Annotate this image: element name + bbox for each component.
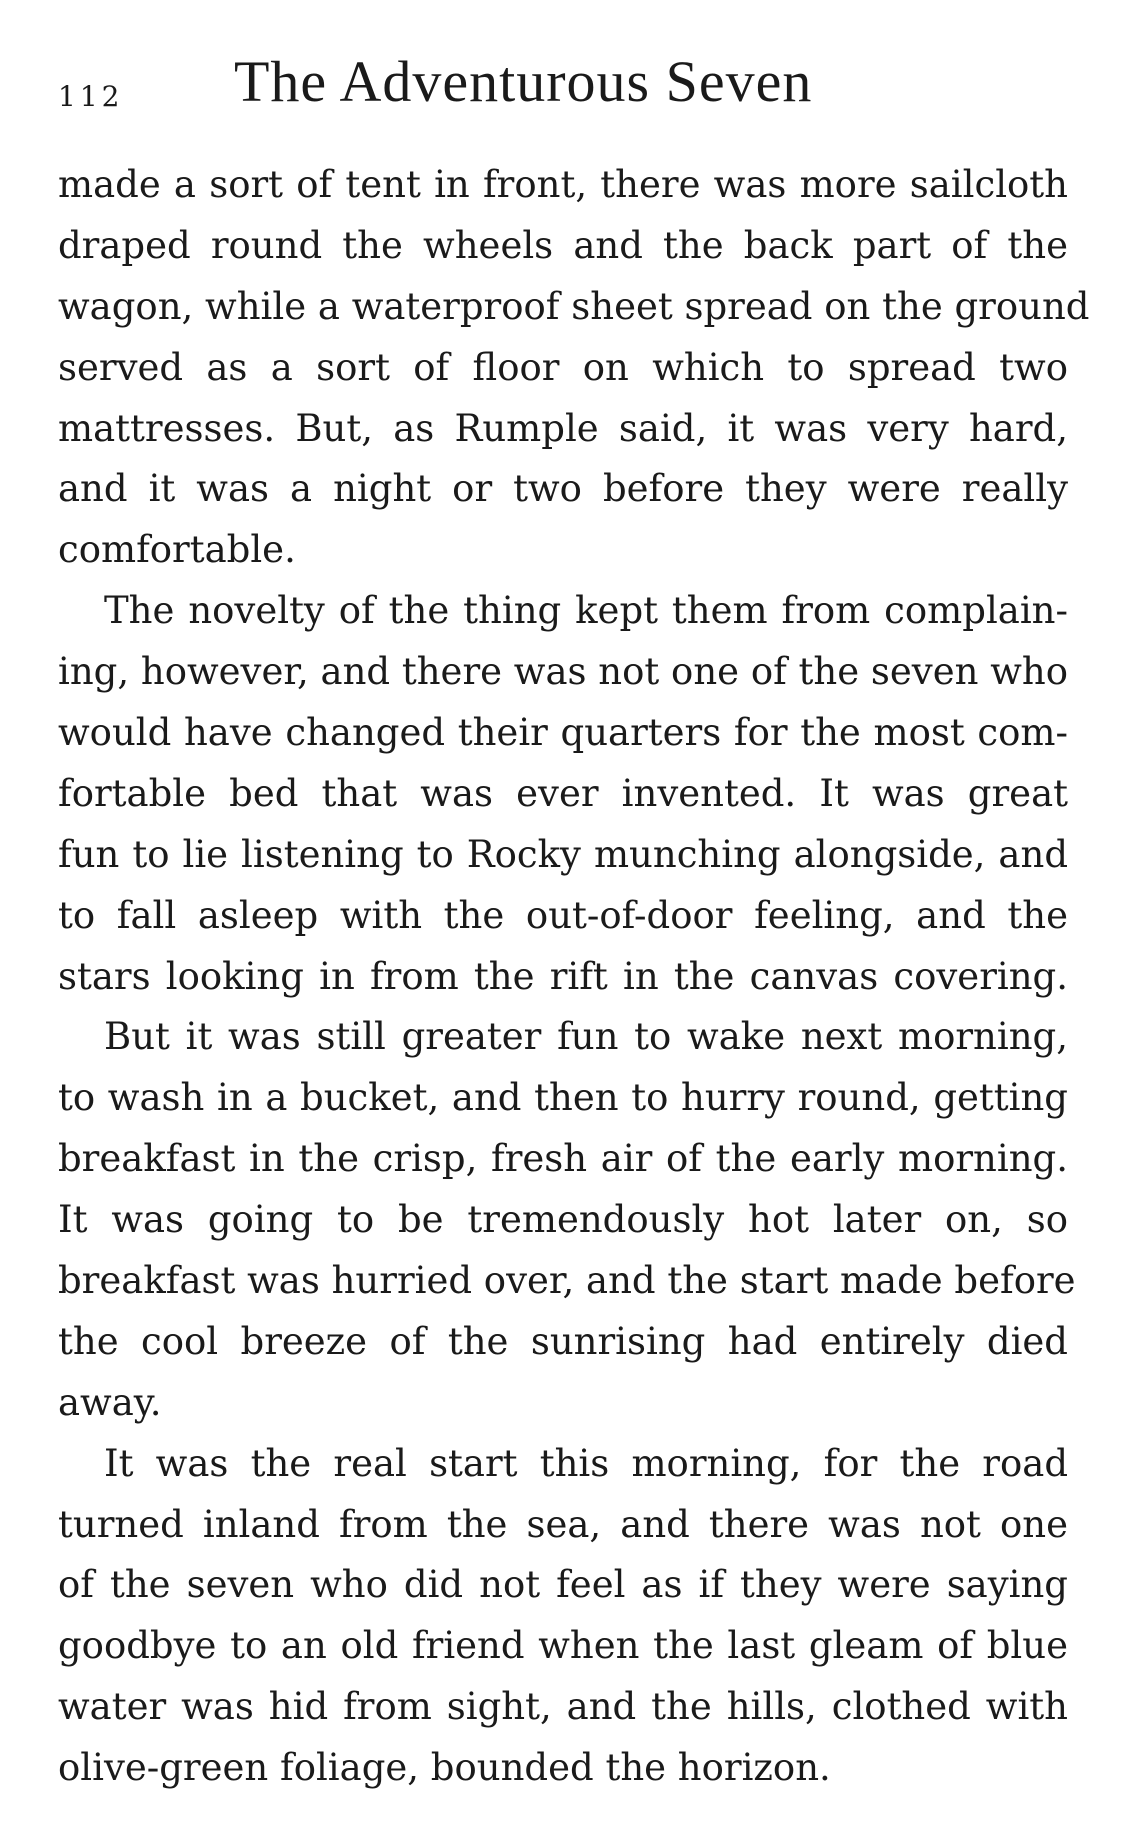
text-line: wagon, while a waterproof sheet spread on the ground <box>58 284 1090 328</box>
page-header <box>58 48 1068 138</box>
text-line: the cool breeze of the sunrising had entirely died <box>58 1319 1068 1363</box>
text-line: fun to lie listening to Rocky munching alongside, and <box>58 832 1068 876</box>
text-line: made a sort of tent in front, there was more sailcloth <box>58 163 1068 206</box>
paragraph <box>58 581 1068 1007</box>
text-line: comfortable. <box>58 528 296 572</box>
text-line: served as a sort of floor on which to spread two <box>58 345 1068 389</box>
text-line: mattresses. But, as Rumple said, it was very hard, <box>58 406 1068 450</box>
text-line: fortable bed that was ever invented. It was great <box>58 771 1068 815</box>
text-line: would have changed their quarters for the most com- <box>58 711 1068 755</box>
text-line: away. <box>58 1380 162 1424</box>
text-line: turned inland from the sea, and there was not one <box>58 1502 1068 1546</box>
text-line: goodbye to an old friend when the last gleam of blue <box>58 1624 1068 1668</box>
text-line: It was the real start this morning, for the road <box>104 1441 1068 1485</box>
text-line: The novelty of the thing kept them from complain- <box>104 589 1068 633</box>
text-line: to wash in a bucket, and then to hurry round, getting <box>58 1076 1068 1120</box>
text-line: breakfast was hurried over, and the start made before <box>58 1259 1076 1303</box>
text-line: But it was still greater fun to wake next morning, <box>104 1015 1068 1059</box>
body-text <box>58 155 1090 1799</box>
text-line: draped round the wheels and the back part of the <box>58 223 1068 267</box>
paragraph <box>58 1007 1076 1433</box>
text-line: and it was a night or two before they were really <box>58 467 1068 511</box>
text-line: ing, however, and there was not one of the seven who <box>58 650 1068 694</box>
page-number: 112 <box>58 80 124 113</box>
paragraph <box>58 155 1090 581</box>
text-line: olive-green foliage, bounded the horizon. <box>58 1746 831 1790</box>
text-line: breakfast in the crisp, fresh air of the early morning. <box>58 1137 1068 1181</box>
text-line: water was hid from sight, and the hills, clothed with <box>58 1685 1068 1729</box>
paragraph <box>58 1434 1068 1799</box>
text-line: to fall asleep with the out-of-door feeling, and the <box>58 893 1068 937</box>
text-line: stars looking in from the rift in the canvas covering. <box>58 954 1068 998</box>
text-line: of the seven who did not feel as if they were saying <box>58 1563 1068 1607</box>
running-title: The Adventurous Seven <box>234 49 813 114</box>
text-line: It was going to be tremendously hot later on, so <box>58 1198 1068 1242</box>
